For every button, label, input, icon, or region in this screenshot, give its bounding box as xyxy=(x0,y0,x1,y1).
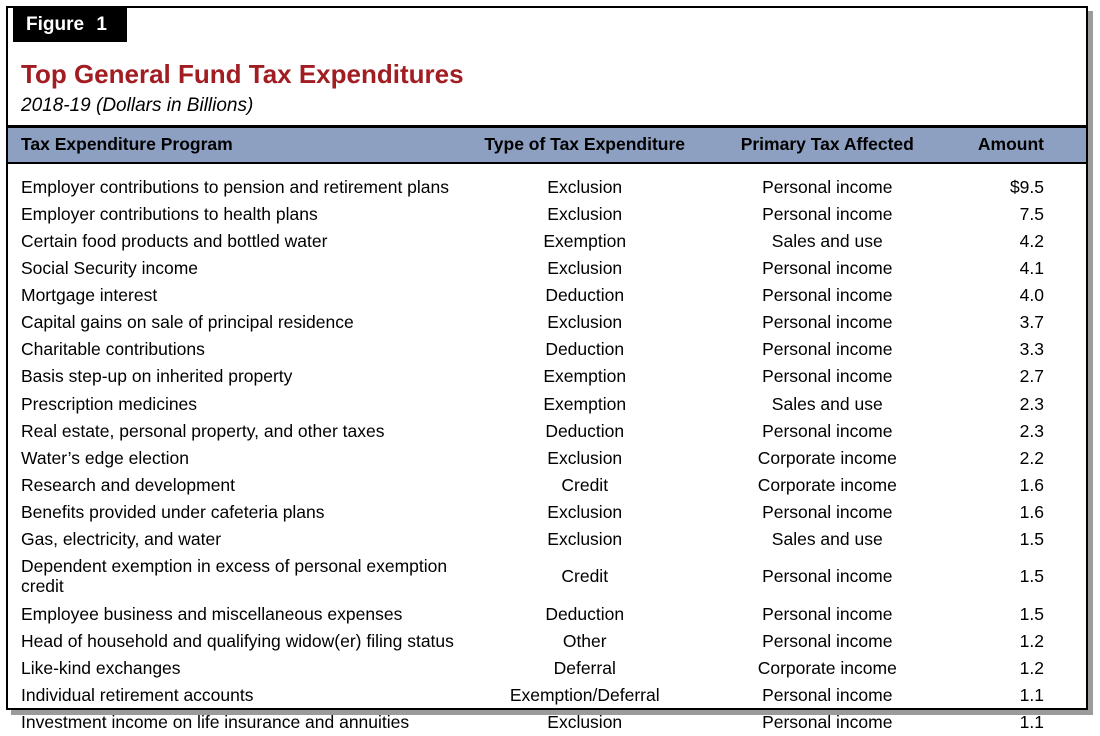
amount-cell: 3.3 xyxy=(1019,339,1044,360)
table-row xyxy=(8,418,1086,445)
table-row xyxy=(8,228,1086,255)
table-row xyxy=(8,709,1086,736)
program-cell: Benefits provided under cafeteria plans xyxy=(21,502,325,523)
type-cell: Exclusion xyxy=(547,447,623,468)
type-cell: Exclusion xyxy=(547,257,623,278)
table-row xyxy=(8,309,1086,336)
table-row xyxy=(8,472,1086,499)
table-row xyxy=(8,201,1086,228)
program-cell: Water’s edge election xyxy=(21,447,189,468)
table-row xyxy=(8,655,1086,682)
table-row xyxy=(8,336,1086,363)
column-header-amount: Amount xyxy=(946,127,1086,163)
column-header-program: Tax Expenditure Program xyxy=(8,127,461,163)
table-row xyxy=(8,553,1086,600)
program-cell: Basis step-up on inherited property xyxy=(21,366,293,387)
table-row xyxy=(8,682,1086,709)
program-cell: Capital gains on sale of principal residence xyxy=(21,312,354,333)
amount-cell: 1.5 xyxy=(1019,566,1044,587)
primary-tax-cell: Personal income xyxy=(762,176,893,197)
type-cell: Exclusion xyxy=(547,529,623,550)
primary-tax-cell: Corporate income xyxy=(757,474,897,495)
table-row xyxy=(8,282,1086,309)
type-cell: Deduction xyxy=(545,285,625,306)
program-cell: Social Security income xyxy=(21,257,199,278)
type-cell: Credit xyxy=(561,474,609,495)
primary-tax-cell: Sales and use xyxy=(771,529,883,550)
amount-cell: 4.1 xyxy=(1019,257,1044,278)
amount-cell: 1.2 xyxy=(1019,630,1044,651)
primary-tax-cell: Sales and use xyxy=(771,393,883,414)
type-cell: Other xyxy=(562,630,607,651)
primary-tax-cell: Personal income xyxy=(762,312,893,333)
program-cell: Employer contributions to pension and retirement plans xyxy=(21,176,450,197)
table-row xyxy=(8,163,1086,201)
primary-tax-cell: Personal income xyxy=(762,285,893,306)
amount-cell: 4.2 xyxy=(1019,230,1044,251)
primary-tax-cell: Corporate income xyxy=(757,657,897,678)
primary-tax-cell: Personal income xyxy=(762,366,893,387)
type-cell: Exclusion xyxy=(547,502,623,523)
amount-cell: 1.6 xyxy=(1019,502,1044,523)
amount-cell: 2.2 xyxy=(1019,447,1044,468)
amount-cell: 1.6 xyxy=(1019,474,1044,495)
program-cell: Certain food products and bottled water xyxy=(21,230,328,251)
figure-title: Top General Fund Tax Expenditures xyxy=(21,59,464,89)
amount-cell: 1.5 xyxy=(1019,529,1044,550)
amount-cell: $9.5 xyxy=(1009,176,1044,197)
type-cell: Exemption xyxy=(543,393,627,414)
type-cell: Exemption/Deferral xyxy=(509,684,660,705)
program-cell: Employee business and miscellaneous expenses xyxy=(21,603,403,624)
type-cell: Exemption xyxy=(543,230,627,251)
table-row xyxy=(8,255,1086,282)
table-header-row xyxy=(8,127,1086,163)
type-cell: Exemption xyxy=(543,366,627,387)
column-header-type: Type of Tax Expenditure xyxy=(461,127,709,163)
type-cell: Exclusion xyxy=(547,312,623,333)
primary-tax-cell: Personal income xyxy=(762,502,893,523)
program-cell: Research and development xyxy=(21,474,236,495)
figure-subtitle: 2018-19 (Dollars in Billions) xyxy=(21,94,254,116)
table-row xyxy=(8,391,1086,418)
program-cell: Like-kind exchanges xyxy=(21,657,181,678)
table-row xyxy=(8,628,1086,655)
type-cell: Exclusion xyxy=(547,712,623,733)
amount-cell: 3.7 xyxy=(1019,312,1044,333)
table-row xyxy=(8,499,1086,526)
expenditure-table xyxy=(8,125,1086,736)
figure-frame xyxy=(6,6,1088,733)
primary-tax-cell: Personal income xyxy=(762,712,893,733)
figure-badge: Figure 1 xyxy=(13,8,127,42)
program-cell: Real estate, personal property, and other taxes xyxy=(21,420,385,441)
program-cell: Individual retirement accounts xyxy=(21,684,254,705)
program-cell: Charitable contributions xyxy=(21,339,205,360)
primary-tax-cell: Personal income xyxy=(762,630,893,651)
amount-cell: 2.3 xyxy=(1019,393,1044,414)
program-cell: Employer contributions to health plans xyxy=(21,203,318,224)
program-cell: Mortgage interest xyxy=(21,285,158,306)
table-row xyxy=(8,526,1086,553)
type-cell: Deduction xyxy=(545,420,625,441)
program-cell: Dependent exemption in excess of personal exemption credit xyxy=(21,556,448,597)
primary-tax-cell: Personal income xyxy=(762,420,893,441)
primary-tax-cell: Corporate income xyxy=(757,447,897,468)
column-header-primary-tax: Primary Tax Affected xyxy=(709,127,946,163)
amount-cell: 4.0 xyxy=(1019,285,1044,306)
table-body xyxy=(8,163,1086,736)
primary-tax-cell: Personal income xyxy=(762,257,893,278)
table-row xyxy=(8,601,1086,628)
amount-cell: 2.3 xyxy=(1019,420,1044,441)
type-cell: Exclusion xyxy=(547,176,623,197)
amount-cell: 2.7 xyxy=(1019,366,1044,387)
program-cell: Head of household and qualifying widow(er) filing status xyxy=(21,630,454,651)
amount-cell: 1.1 xyxy=(1019,712,1044,733)
amount-cell: 7.5 xyxy=(1019,203,1044,224)
table-row xyxy=(8,363,1086,390)
amount-cell: 1.2 xyxy=(1019,657,1044,678)
primary-tax-cell: Personal income xyxy=(762,566,893,587)
program-cell: Investment income on life insurance and annuities xyxy=(21,712,410,733)
primary-tax-cell: Personal income xyxy=(762,339,893,360)
primary-tax-cell: Personal income xyxy=(762,684,893,705)
table-header xyxy=(8,127,1086,163)
program-cell: Prescription medicines xyxy=(21,393,198,414)
table-row xyxy=(8,445,1086,472)
type-cell: Deferral xyxy=(553,657,616,678)
primary-tax-cell: Personal income xyxy=(762,603,893,624)
amount-cell: 1.5 xyxy=(1019,603,1044,624)
amount-cell: 1.1 xyxy=(1019,684,1044,705)
type-cell: Deduction xyxy=(545,339,625,360)
type-cell: Credit xyxy=(561,566,609,587)
type-cell: Deduction xyxy=(545,603,625,624)
type-cell: Exclusion xyxy=(547,203,623,224)
primary-tax-cell: Sales and use xyxy=(771,230,883,251)
primary-tax-cell: Personal income xyxy=(762,203,893,224)
program-cell: Gas, electricity, and water xyxy=(21,529,222,550)
